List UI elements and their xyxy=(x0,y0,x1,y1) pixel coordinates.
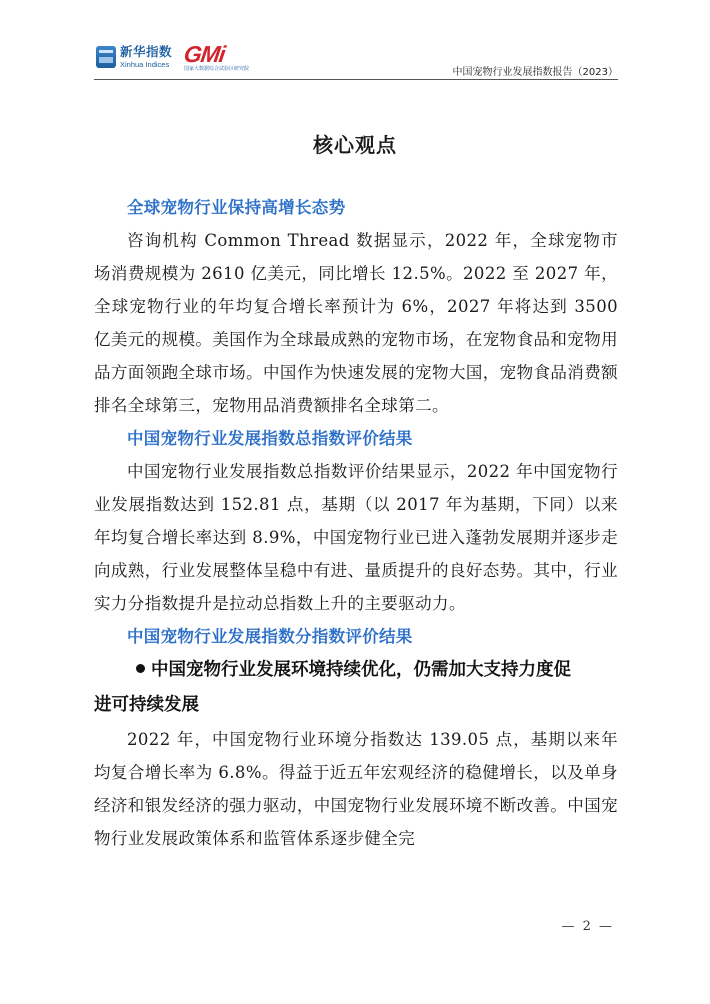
section-paragraph-global: 咨询机构 Common Thread 数据显示，2022 年，全球宠物市场消费规模为 2610 亿美元，同比增长 12.5%。2022 至 2027 年，全球宠物行业的年均复合增长率预计为 6%，2027 年将达到 3500 亿美元的规模。美国作为全球最成熟的宠物市场，在宠物食品和宠物用品方面领跑全球市场。中国作为快速发展的宠物大国，宠物食品消费额排名全球第三，宠物用品消费额排名全球第二。 xyxy=(94,231,618,415)
gmi-logo-subtitle: 国家大数据综合试验区研究院 xyxy=(184,66,250,72)
header-divider xyxy=(94,79,618,80)
section-paragraph-total-index: 中国宠物行业发展指数总指数评价结果显示，2022 年中国宠物行业发展指数达到 152.81 点，基期（以 2017 年为基期，下同）以来年均复合增长率达到 8.9%，中国宠物行业已进入蓬勃发展期并逐步走向成熟，行业发展整体呈稳中有进、量质提升的良好态势。其中，行业实力分指数提升是拉动总指数上升的主要驱动力。 xyxy=(94,462,618,613)
bullet-heading-line1: 中国宠物行业发展环境持续优化，仍需加大支持力度促 xyxy=(151,660,571,680)
report-title: 中国宠物行业发展指数报告（2023） xyxy=(452,67,618,78)
page-number: — 2 — xyxy=(561,919,614,934)
section-heading-sub-index: 中国宠物行业发展指数分指数评价结果 xyxy=(127,627,413,646)
gmi-logo-word: GMi xyxy=(182,41,227,67)
bullet-dot-icon xyxy=(136,664,145,673)
page-title: 核心观点 xyxy=(313,133,397,157)
section-heading-total-index: 中国宠物行业发展指数总指数评价结果 xyxy=(127,429,413,448)
xinhua-indices-logo xyxy=(96,46,172,68)
bullet-heading-environment xyxy=(94,653,618,688)
page-header xyxy=(0,0,710,84)
bullet-heading-environment-cont: 进可持续发展 xyxy=(94,695,199,715)
xinhua-logo-cn: 新华指数 xyxy=(120,44,173,59)
section-heading-global: 全球宠物行业保持高增长态势 xyxy=(127,198,346,217)
document-body xyxy=(94,191,618,855)
xinhua-emblem-icon xyxy=(96,46,116,68)
xinhua-logo-en: Xinhua Indices xyxy=(120,59,170,69)
section-paragraph-environment: 2022 年，中国宠物行业环境分指数达 139.05 点，基期以来年均复合增长率为 6.8%。得益于近五年宏观经济的稳健增长，以及单身经济和银发经济的强力驱动，中国宠物行业发展环境不断改善。中国宠物行业发展政策体系和监管体系逐步健全完 xyxy=(94,730,618,848)
gmi-logo xyxy=(184,43,249,72)
